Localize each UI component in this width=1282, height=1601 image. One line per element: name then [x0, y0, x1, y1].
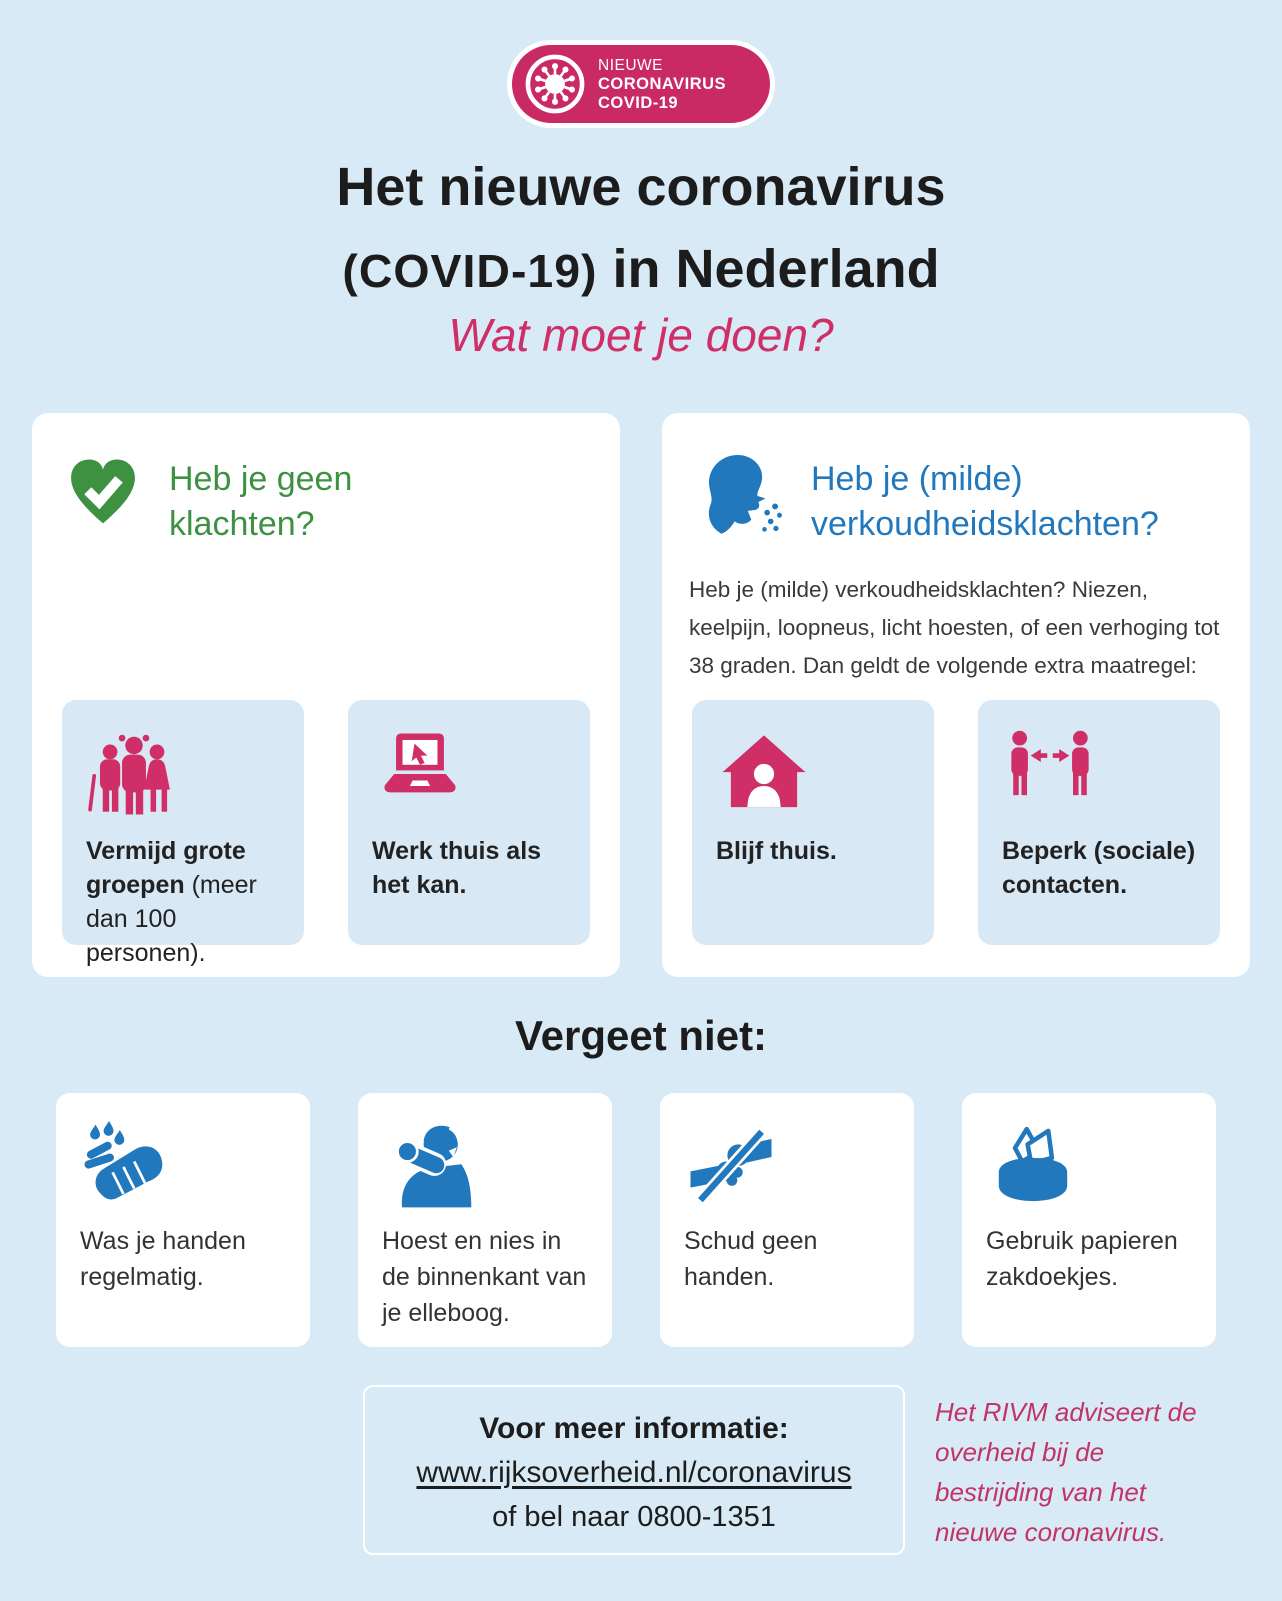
- tile-stay-home: [692, 700, 934, 945]
- card-no-symptoms: [32, 413, 620, 977]
- page-subtitle: Wat moet je doen?: [448, 309, 834, 361]
- card-mild-symptoms-heading: Heb je (milde) verkoudheidsklachten?: [811, 460, 1159, 543]
- tile-paper-tissues: [962, 1093, 1216, 1347]
- laptop-icon: [374, 728, 466, 820]
- group-of-people-icon: [88, 728, 180, 820]
- tile-avoid-groups: [62, 700, 304, 967]
- coughing-person-icon: [695, 451, 783, 539]
- social-distance-icon: [1004, 728, 1096, 820]
- tissue-box-icon: [988, 1121, 1078, 1211]
- tile-limit-contacts-label: Beperk (sociale) contacten.: [1002, 837, 1196, 899]
- rivm-note: Het RIVM adviseert de overheid bij de bestrijding van het nieuwe coronavirus.: [935, 1397, 1197, 1547]
- card-mild-symptoms: [662, 413, 1250, 977]
- page-title: [0, 146, 1282, 312]
- tile-paper-tissues-label: Gebruik papieren zakdoekjes.: [986, 1227, 1178, 1291]
- tile-wash-hands-label: Was je handen regelmatig.: [80, 1227, 246, 1291]
- badge-line3: COVID-19: [598, 93, 679, 112]
- badge-line2: CORONAVIRUS: [598, 74, 727, 93]
- rijksoverheid-link[interactable]: www.rijksoverheid.nl/coronavirus: [416, 1456, 852, 1489]
- tile-stay-home-label: Blijf thuis.: [716, 837, 837, 865]
- tile-no-handshake: [660, 1093, 914, 1347]
- coronavirus-badge: [507, 40, 775, 128]
- more-info-box: [363, 1385, 905, 1555]
- title-line1: Het nieuwe coronavirus: [336, 157, 946, 217]
- cough-in-elbow-icon: [384, 1121, 474, 1211]
- more-info-heading: Voor meer informatie:: [479, 1412, 789, 1445]
- tile-work-from-home: [348, 700, 590, 945]
- phone-line: of bel naar 0800-1351: [492, 1501, 776, 1533]
- stay-home-icon: [718, 728, 810, 820]
- card-mild-symptoms-body: Heb je (milde) verkoudheidsklachten? Niezen, keelpijn, loopneus, licht hoesten, of een verhoging tot 38 graden. Dan geldt de volgende extra maatregel:: [689, 577, 1220, 678]
- tile-limit-contacts: [978, 700, 1220, 945]
- no-handshake-icon: [686, 1121, 776, 1211]
- tile-wash-hands: [56, 1093, 310, 1347]
- tile-cough-in-elbow: [358, 1093, 612, 1347]
- card-no-symptoms-heading: Heb je geen klachten?: [169, 460, 353, 543]
- heart-check-icon: [65, 455, 141, 531]
- tile-avoid-groups-label: Vermijd grote groepen (meer dan 100 personen).: [86, 837, 257, 967]
- reminders-heading: Vergeet niet:: [514, 1012, 768, 1059]
- tile-no-handshake-label: Schud geen handen.: [684, 1227, 818, 1291]
- reminders-row: [56, 1093, 1216, 1347]
- badge-text: [598, 56, 726, 113]
- badge-line1: NIEUWE: [598, 56, 663, 74]
- wash-hands-icon: [82, 1121, 172, 1211]
- tile-work-from-home-label: Werk thuis als het kan.: [372, 837, 542, 899]
- virus-icon: [522, 51, 588, 117]
- title-line2: (COVID-19) in Nederland: [342, 239, 940, 299]
- tile-cough-in-elbow-label: Hoest en nies in de binnenkant van je elleboog.: [382, 1227, 587, 1327]
